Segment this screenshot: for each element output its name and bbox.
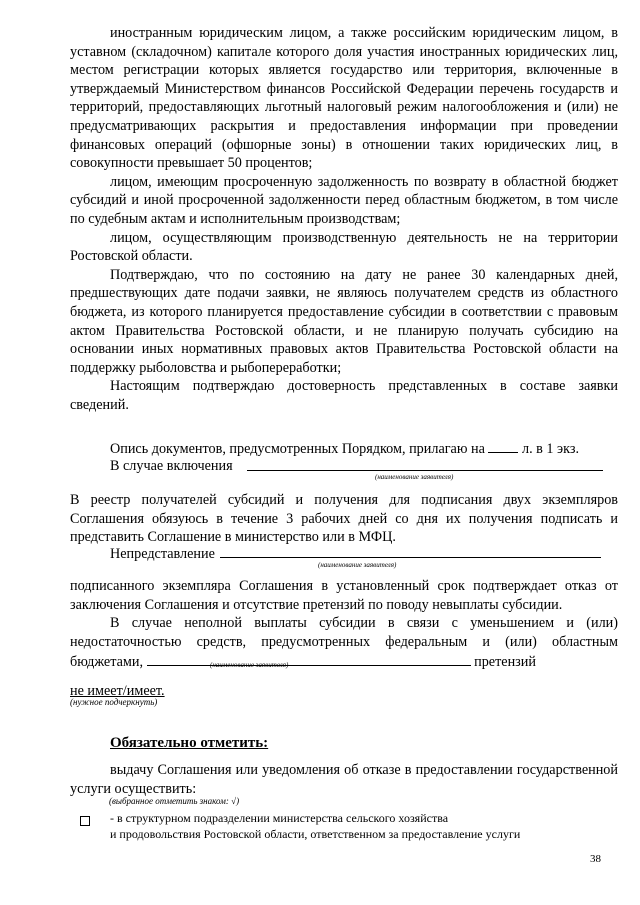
applicant-name-field-3[interactable] — [147, 651, 471, 666]
pages-count-field[interactable] — [488, 438, 518, 453]
option-ministry-checkbox[interactable] — [80, 816, 90, 826]
applicant-name-field-2[interactable] — [220, 557, 601, 558]
inventory-line — [70, 438, 618, 459]
nonsubmission-label: Непредставление — [110, 546, 215, 562]
paragraph-overdue-debt: лицом, имеющим просроченную задолженность по возврату в областной бюджет субсидий и иной просроченной задолженности перед областным бюджетом, в том числе по судебным актам и исполнительным производствам; — [70, 173, 618, 227]
body-block-1 — [70, 24, 618, 414]
inventory-copies-text: л. в 1 экз. — [521, 441, 579, 457]
mandatory-heading: Обязательно отметить: — [110, 735, 269, 751]
body-block-2 — [70, 577, 618, 672]
paragraph-foreign-entity: иностранным юридическим лицом, а также российским юридическим лицом, в уставном (складочном) капитале которого доля участия иностранных юридических лиц, местом регистрации которых является государство или территория, включенные в утверждаемый Министерством финансов Российской Федерации перечень государств и территорий, предоставляющих льготный налоговый режим налогообложения и (или) не предусматривающих раскрытия и предоставления информации при проведении финансовых операций (офшорные зоны) в отношении таких юридических лиц, в совокупности превышает 50 процентов; — [70, 25, 618, 172]
paragraph-confirm-accuracy: Настоящим подтверждаю достоверность представленных в составе заявки сведений. — [70, 378, 618, 413]
inclusion-label: В случае включения — [110, 458, 233, 474]
caption-applicant-3: (наименование заявителя) — [210, 661, 289, 669]
delivery-block — [70, 761, 618, 798]
claims-text: претензий — [474, 654, 536, 671]
option-ministry-line-1: - в структурном подразделении министерства сельского хозяйства — [110, 811, 449, 825]
has-not-text: не имеет/имеет. — [70, 683, 165, 699]
mandatory-heading-line — [70, 734, 618, 753]
paragraph-registry: В реестр получателей субсидий и получения для подписания двух экземпляров Соглашения обязуюсь в течение 3 рабочих дней со дня их получения подписать и представить Соглашение в министерство или в МФЦ. — [70, 492, 618, 546]
inclusion-line — [70, 457, 618, 476]
underline-note: (нужное подчеркнуть) — [70, 697, 158, 707]
paragraph-production: лицом, осуществляющим производственную деятельность не на территории Ростовской области. — [70, 229, 618, 265]
partial-payment-text: В случае неполной выплаты субсидии в связи с уменьшением и (или) недостаточностью средств, предусмотренных федеральным и (или) областным бюджетами, — [70, 615, 618, 671]
option-ministry-line-2: и продовольствия Ростовской области, ответственном за предоставление услуги — [110, 827, 521, 841]
registry-block — [70, 491, 618, 547]
paragraph-confirm-not-recipient: Подтверждаю, что по состоянию на дату не ранее 30 календарных дней, предшествующих дате подачи заявки, не являюсь получателем средств из областного бюджета, из которого планируется предоставление субсидии в соответствии с правовым актом Правительства Ростовской области, и не планирую получать субсидию на основании иных нормативных правовых актов Правительства Ростовской области на поддержку рыболовства и рыбопереработки; — [70, 266, 618, 376]
mark-note: (выбранное отметить знаком: √) — [109, 796, 240, 806]
paragraph-refusal: подписанного экземпляра Соглашения в установленный срок подтверждает отказ от заключения Соглашения и отсутствие претензий по поводу невыплаты субсидии. — [70, 578, 618, 613]
caption-applicant-2: (наименование заявителя) — [318, 561, 397, 569]
paragraph-delivery: выдачу Соглашения или уведомления об отказе в предоставлении государственной услуги осуществить: — [70, 762, 618, 797]
applicant-name-field-1[interactable] — [247, 470, 603, 471]
page-number: 38 — [590, 853, 601, 865]
option-ministry — [110, 810, 558, 842]
paragraph-partial-payment — [70, 614, 618, 672]
inventory-text: Опись документов, предусмотренных Порядком, прилагаю на — [110, 441, 485, 457]
caption-applicant-1: (наименование заявителя) — [375, 473, 454, 481]
